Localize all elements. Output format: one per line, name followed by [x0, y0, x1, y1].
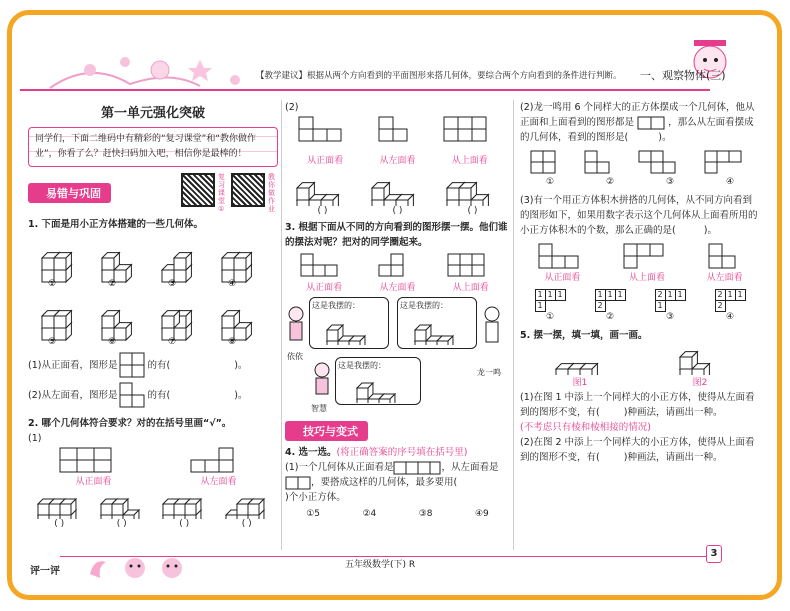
cube-face — [297, 200, 309, 206]
cube-face — [372, 200, 384, 206]
column-middle — [285, 100, 510, 519]
top-view-shape — [446, 252, 496, 280]
view-label: 从正面看 — [306, 283, 343, 293]
teaching-hint: 【教学建议】根据从两个方向看到的平面图形来搭几何体，要综合两个方向看到的条件进行判断。 — [256, 71, 622, 81]
qr-caption: 教你做作业 — [268, 173, 275, 213]
left-view-shape — [189, 446, 249, 474]
number-grid-option[interactable]: 1 1 1 1 — [535, 289, 566, 312]
question-3-2 — [520, 100, 760, 145]
view-label: 从左面看 — [200, 477, 237, 487]
number-grid-option[interactable]: 2 1 1 1 — [655, 289, 686, 312]
view-label: 从左面看 — [379, 156, 416, 166]
cube-face — [222, 258, 234, 270]
cube-face — [185, 504, 196, 515]
column-left — [28, 100, 278, 529]
sub-question-text: (1)从正面看，图形是 — [28, 359, 118, 371]
number-grid-option[interactable]: 2 1 1 2 — [715, 289, 746, 312]
bubble-solid — [411, 313, 471, 345]
speech-text: 这是我摆的： — [338, 361, 386, 370]
question-3: 3. 根据下面从不同的方向看到的图形摆一摆。他们谁的摆法对呢？把对的同学圈起来。 — [285, 222, 508, 248]
cube-face — [234, 258, 246, 270]
solid-label: ④ — [227, 279, 237, 289]
cube-face — [174, 504, 185, 515]
student-name: 依依 — [287, 352, 303, 361]
student-name: 智慧 — [311, 404, 327, 413]
header-divider — [20, 89, 710, 91]
sub-question-text: 的有( — [147, 359, 171, 371]
top-view-shape — [622, 242, 672, 270]
question-text: ，那么从左面看摆成的几何体，看到的图形是( — [520, 117, 754, 143]
cube-face — [163, 515, 174, 519]
cube-face — [60, 504, 71, 515]
option-shape — [703, 149, 751, 177]
cube-face — [372, 188, 384, 200]
solid-label: ⑦ — [167, 337, 177, 347]
answer-paren[interactable]: ( ) — [392, 206, 403, 216]
option-shape — [529, 149, 565, 177]
solid-option — [34, 489, 84, 519]
cube-face — [379, 399, 390, 403]
answer-paren[interactable]: ( ) — [467, 206, 478, 216]
question-4-hint: (将正确答案的序号填在括号里) — [336, 447, 468, 458]
front-view-shape — [299, 252, 349, 280]
solid-figure — [102, 311, 131, 340]
figure-label: 图1 — [572, 378, 588, 388]
cube-face — [42, 258, 54, 270]
question-1-sub2 — [28, 382, 278, 408]
solid-figure — [42, 253, 71, 282]
cube-face — [415, 330, 426, 341]
bubble-solid — [323, 313, 383, 345]
question-text: (3)有一个用正方体积木拼搭的几何体，从不同方向看到的图形如下，如果用数字表示这个几何体从上面看所用的小正方体积木的个数，那么正确的是( — [520, 195, 758, 236]
question-text: )个小正方体。 — [285, 492, 346, 503]
students-illustration — [285, 297, 510, 417]
question-text: (2)龙一鸣用 6 个同样大的正方体摆成一个几何体，他从正面和上面看到的图形都是 — [520, 102, 755, 128]
solid-option — [293, 170, 353, 206]
sub-question-text: (2)从左面看，图形是 — [28, 389, 118, 401]
chapter-title: 一、观察物体(三) — [640, 69, 726, 82]
option-label[interactable]: ① — [545, 312, 555, 322]
qr-code[interactable] — [181, 173, 215, 207]
solid-label: ⑤ — [47, 337, 57, 347]
question-text: ，从左面看 — [441, 462, 489, 473]
cube-face — [556, 369, 568, 375]
paren: )。 — [234, 359, 248, 371]
solid-label: ① — [47, 279, 57, 289]
column-right — [520, 100, 760, 465]
unit-title: 第一单元强化突破 — [100, 106, 205, 121]
cube-face — [42, 316, 54, 328]
cube-face — [447, 188, 459, 200]
cube-face — [248, 504, 259, 515]
speech-text: 这是我摆的： — [312, 301, 360, 310]
question-2-part2: (2) — [285, 102, 299, 113]
front-view-shape — [58, 446, 130, 474]
question-2: 2. 哪个几何体符合要求？对的在括号里画“√”。 — [28, 418, 232, 429]
question-text: )。 — [703, 225, 717, 236]
cube-face — [162, 316, 174, 328]
view-label: 从左面看 — [706, 273, 743, 283]
cube-face — [357, 388, 368, 399]
solid-label: ⑧ — [227, 337, 237, 347]
figure-2-solid — [670, 343, 730, 375]
cube-face — [680, 357, 692, 369]
view-label: 从上面看 — [451, 156, 488, 166]
answer-paren[interactable]: ( ) — [54, 519, 65, 529]
sub-question-text: 的有( — [147, 389, 171, 401]
answer-paren[interactable]: ( ) — [116, 519, 127, 529]
question-1-solids — [28, 232, 278, 350]
question-text: (1)一个几何体从正面看是 — [285, 462, 394, 473]
cube-face — [174, 258, 186, 270]
cube-face — [437, 341, 448, 345]
cube-face — [237, 504, 248, 515]
front-view-shape — [393, 461, 441, 475]
solid-figure — [162, 311, 191, 340]
cube-face — [222, 316, 234, 328]
question-5-hint: (不考虑只有棱和棱相接的情况) — [520, 422, 651, 433]
left-view-shape — [377, 252, 417, 280]
question-text: 是 — [488, 462, 499, 473]
question-text: ，要搭成这样的几何体，最多要用( — [311, 477, 458, 488]
cube-face — [447, 200, 459, 206]
footer-evaluate: 评一评 — [30, 566, 60, 577]
student-name: 龙一鸣 — [477, 368, 501, 377]
column-divider — [281, 100, 282, 550]
left-view-shape — [285, 476, 311, 490]
view-label: 从上面看 — [452, 283, 489, 293]
question-4 — [285, 445, 510, 460]
solid-label: ② — [107, 279, 117, 289]
cube-face — [226, 515, 237, 519]
answer-paren[interactable]: ( ) — [317, 206, 328, 216]
top-view-shape — [442, 115, 498, 153]
view-label: 从正面看 — [75, 477, 112, 487]
paren: )。 — [234, 389, 248, 401]
bubble-solid — [351, 371, 417, 403]
cube-face — [357, 399, 368, 403]
student-girl-icon — [311, 361, 333, 401]
cube-face — [54, 258, 66, 270]
solid-option — [159, 489, 209, 519]
option-label[interactable]: ② — [605, 177, 615, 187]
question-5-sub1 — [520, 390, 760, 420]
option-label[interactable]: ③ — [665, 177, 675, 187]
cube-face — [102, 258, 114, 270]
left-view-shape — [377, 115, 417, 153]
option-shape — [583, 149, 619, 177]
option-label[interactable]: ④ — [725, 177, 735, 187]
cube-face — [38, 515, 49, 519]
cube-face — [680, 369, 692, 375]
cube-face — [49, 504, 60, 515]
cube-face — [415, 341, 426, 345]
view-label: 从正面看 — [544, 273, 581, 283]
book-title: 五年级数学(下) R — [345, 560, 416, 570]
cube-face — [163, 504, 174, 515]
question-1: 1. 下面是用小正方体搭建的一些几何体。 — [28, 219, 204, 230]
left-view-shape — [707, 242, 743, 270]
figure-1-solid — [550, 343, 610, 375]
solid-figure — [42, 311, 71, 340]
cube-face — [338, 341, 349, 345]
student-boy-icon — [480, 305, 504, 353]
page-number: 3 — [706, 545, 722, 563]
number-grids — [520, 289, 760, 312]
qr-code[interactable] — [231, 173, 265, 207]
solid-option — [97, 489, 147, 519]
cube-face — [327, 330, 338, 341]
question-text: )种画法，请画出一种。 — [623, 407, 723, 418]
solid-option — [443, 170, 503, 206]
solid-option — [368, 170, 428, 206]
solid-label: ⑥ — [107, 337, 117, 347]
cube-face — [54, 316, 66, 328]
question-4-title: 4. 选一选。 — [285, 447, 337, 458]
question-4-sub1 — [285, 460, 510, 505]
option[interactable]: ④9 — [474, 509, 489, 519]
cube-face — [101, 515, 112, 519]
question-1-sub1 — [28, 352, 278, 378]
solid-option — [222, 489, 272, 519]
front-view-shape — [119, 352, 145, 378]
left-view-shape — [119, 382, 145, 408]
solid-figure — [222, 311, 251, 340]
front-view-shape — [297, 115, 353, 153]
cube-face — [102, 316, 114, 328]
view-shape — [637, 116, 665, 130]
cube-face — [368, 399, 379, 403]
cube-face — [297, 188, 309, 200]
rating-faces-icon[interactable] — [80, 550, 190, 584]
student-girl-icon — [285, 305, 307, 349]
option-label[interactable]: ③ — [665, 312, 675, 322]
option-label[interactable]: ④ — [725, 312, 735, 322]
view-label: 从正面看 — [307, 156, 344, 166]
figure-label: 图2 — [692, 378, 708, 388]
cube-face — [112, 504, 123, 515]
answer-paren[interactable]: ( ) — [241, 519, 252, 529]
solid-figure — [162, 253, 191, 282]
cube-face — [459, 188, 471, 200]
front-view-shape — [537, 242, 587, 270]
question-3-3 — [520, 193, 760, 238]
question-text: )种画法，请画出一种。 — [623, 452, 723, 463]
question-text: (2)在图 2 中添上一个同样大的小正方体，使得从上面看到的图形不变，有( — [520, 437, 755, 463]
solid-figure — [102, 253, 131, 282]
cube-face — [101, 504, 112, 515]
qr-caption: 复习课堂① — [218, 173, 225, 213]
cube-face — [38, 504, 49, 515]
option-shape — [637, 149, 685, 177]
section-badge-skills: 技巧与变式 — [285, 421, 368, 441]
number-grid-option[interactable]: 1 1 1 2 — [595, 289, 626, 312]
cube-face — [426, 341, 437, 345]
answer-paren[interactable]: ( ) — [179, 519, 190, 529]
options-row — [285, 509, 510, 519]
section-badge-mistakes: 易错与巩固 — [28, 183, 111, 203]
speech-text: 这是我摆的： — [400, 301, 448, 310]
solid-label: ③ — [167, 279, 177, 289]
option[interactable]: ③8 — [418, 509, 433, 519]
intro-box: 同学们，下面二维码中有精彩的“复习课堂”和“教你做作业”，你看了么？赶快扫码加入吧，相信你是最棒的！ — [28, 127, 278, 167]
column-divider — [513, 100, 514, 550]
question-text: )。 — [658, 132, 672, 143]
question-5-sub2 — [520, 435, 760, 465]
option-label[interactable]: ② — [605, 312, 615, 322]
question-2-part1: (1) — [28, 433, 42, 444]
cube-face — [327, 341, 338, 345]
question-text: (1)在图 1 中添上一个同样大的小正方体，使得从左面看到的图形不变，有( — [520, 392, 755, 418]
view-label: 从左面看 — [379, 283, 416, 293]
question-5: 5. 摆一摆，填一填，画一画。 — [520, 330, 648, 341]
cube-face — [349, 341, 360, 345]
solid-figure — [222, 253, 251, 282]
option[interactable]: ①5 — [306, 509, 321, 519]
option-label[interactable]: ① — [545, 177, 555, 187]
option[interactable]: ②4 — [362, 509, 377, 519]
view-label: 从上面看 — [628, 273, 665, 283]
